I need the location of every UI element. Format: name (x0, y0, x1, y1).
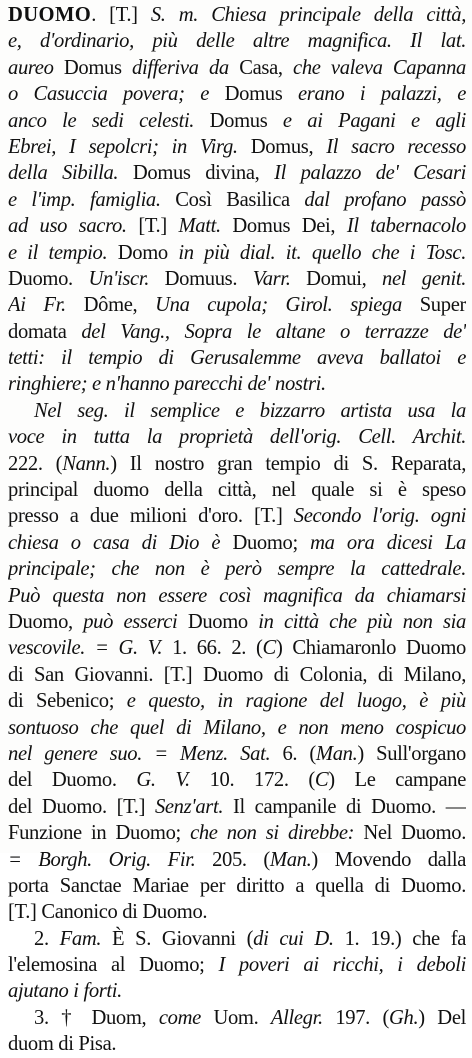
entry-text: 1. 66. 2. ( (172, 637, 263, 660)
entry-line (8, 926, 466, 952)
entry-line (8, 55, 466, 81)
entry-text: Il tabernacolo (346, 215, 466, 238)
entry-text: della Sibilla. (8, 162, 133, 185)
entry-text: e l'imp. famiglia. (8, 188, 176, 211)
entry-line (8, 741, 466, 767)
entry-text: Casa, (239, 56, 294, 79)
entry-text: erano i palazzi, e (297, 83, 466, 106)
entry-text: in città che più non sia (258, 610, 466, 633)
entry-text: domata (8, 320, 82, 343)
entry-line (8, 899, 466, 925)
entry-text: Il sacro recesso (326, 135, 466, 158)
entry-text: G. V. (136, 769, 210, 792)
entry-text: e, d'ordinario, più delle altre magnifica. Il lat. (8, 30, 466, 53)
entry-line (8, 477, 466, 503)
entry-text: e il tempio. (8, 241, 118, 264)
entry-text: Domus (209, 109, 283, 132)
entry-text: sontuoso che quel di Milano, e non meno cospicuo (8, 716, 466, 739)
entry-text: Allegr. (270, 1006, 336, 1029)
entry-line (8, 266, 466, 292)
entry-text: 3. † Duom, (34, 1006, 159, 1029)
entry-text: principale; che non è però sempre la cattedrale. (8, 558, 466, 581)
entry-text: ma ora dicesi La (310, 531, 466, 554)
entry-text: in più dial. it. quello che i Tosc. (178, 241, 466, 264)
entry-line (8, 794, 466, 820)
entry-text: Un'iscr. (88, 267, 165, 290)
entry-line (8, 873, 466, 899)
entry-line (8, 398, 466, 424)
entry-text: Dôme, (83, 294, 156, 317)
entry-text: ad uso sacro. (8, 215, 139, 238)
entry-line (8, 1005, 466, 1031)
entry-text: Ebrei, I sepolcri; in Virg. (8, 135, 251, 158)
entry-text: Funzione in Duomo; (8, 822, 191, 845)
entry-text: . [T.] (91, 4, 151, 26)
entry-text: Domus, (250, 135, 327, 158)
entry-line (8, 978, 466, 1004)
entry-text: Super (419, 294, 466, 317)
entry-text: duom di Pisa. (8, 1033, 117, 1056)
entry-text: 10. 172. ( (209, 769, 315, 792)
entry-text: Il campanile di Duomo. — (232, 795, 466, 818)
entry-text: nel genit. (382, 267, 466, 290)
entry-text: tetti: il tempio di Gerusalemme aveva ballatoi e (8, 347, 466, 370)
entry-text: Domus Dei, (232, 215, 347, 238)
entry-text: ) Movendo dalla (311, 848, 466, 871)
entry-line (8, 292, 466, 318)
entry-line (8, 160, 466, 186)
entry-line (8, 715, 466, 741)
entry-text: Man. (315, 742, 358, 765)
entry-text: vescovile. = G. V. (8, 637, 173, 660)
entry-text: C (262, 637, 276, 660)
entry-text: Ai Fr. (8, 294, 84, 317)
entry-text: 222. ( (8, 452, 63, 475)
entry-text: Man. (269, 848, 312, 871)
entry-text: Secondo l'orig. ogni (293, 505, 466, 528)
entry-text: Domus (224, 83, 298, 106)
entry-text: Può questa non essere così magnifica da chiamarsi (8, 584, 466, 607)
entry-text: Nann. (62, 452, 111, 475)
entry-text: Uom. (213, 1006, 271, 1029)
entry-text: C (314, 769, 329, 792)
entry-text: ) Del (418, 1006, 466, 1029)
entry-text: e questo, in ragione del luogo, è più (126, 690, 466, 713)
entry-text: Nel seg. il semplice e bizzarro artista usa la (34, 399, 466, 422)
entry-line (8, 556, 466, 582)
entry-text: [T.] (138, 215, 179, 238)
entry-line (8, 635, 466, 661)
entry-line (8, 424, 466, 450)
entry-text: I poveri ai ricchi, i deboli (218, 954, 466, 977)
entry-text: Duomo. (8, 267, 89, 290)
entry-line (8, 1031, 466, 1057)
entry-line (8, 319, 466, 345)
entry-line (8, 213, 466, 239)
entry-line (8, 2, 466, 28)
entry-text: 2. (34, 927, 60, 950)
entry-line (8, 530, 466, 556)
entry-line (8, 767, 466, 793)
entry-line (8, 847, 466, 873)
entry-line (8, 187, 466, 213)
dictionary-entry-duomo (8, 2, 466, 1058)
entry-line (8, 134, 466, 160)
entry-line (8, 371, 466, 397)
entry-text: ) Chiamaronlo Duomo (275, 637, 466, 660)
entry-text: del Vang., Sopra le altane o terrazze de' (81, 320, 466, 343)
entry-text: di San Giovanni. [T.] Duomo di Colonia, di Milano, (8, 663, 466, 686)
entry-text: nel genere suo. = Menz. Sat. (8, 742, 283, 765)
entry-text: dal profano passò (304, 188, 466, 211)
entry-text: Duomo (187, 610, 259, 633)
entry-text: Nel Duomo. (363, 822, 466, 845)
entry-text: Duomo, (8, 610, 84, 633)
entry-text: di cui D. (253, 927, 345, 950)
entry-text: presso a due milioni d'oro. [T.] (8, 505, 294, 528)
entry-text: Matt. (178, 215, 233, 238)
entry-text: Domuus. (164, 267, 253, 290)
entry-text: del Duomo. [T.] (8, 795, 155, 818)
entry-text: l'elemosina al Duomo; (8, 954, 219, 977)
entry-line (8, 609, 466, 635)
entry-text: può esserci (83, 610, 188, 633)
entry-text: 197. ( (335, 1006, 389, 1029)
entry-text: Domus divina, (132, 162, 275, 185)
entry-text: Domus (63, 56, 132, 79)
entry-text: di Sebenico; (8, 690, 127, 713)
entry-text: ajutano i forti. (8, 980, 122, 1003)
entry-line (8, 345, 466, 371)
entry-text: 205. ( (212, 848, 270, 871)
entry-line (8, 820, 466, 846)
entry-text: Gh. (389, 1006, 419, 1029)
entry-text: ) Sull'organo (357, 742, 466, 765)
entry-text: È S. Giovanni ( (112, 927, 254, 950)
entry-text: ringhiere; e n'hanno parecchi de' nostri. (8, 373, 326, 396)
entry-text: e ai Pagani e agli (282, 109, 466, 132)
entry-text: che non si direbbe: (190, 822, 364, 845)
entry-text: ) Le campane (328, 769, 466, 792)
entry-line (8, 108, 466, 134)
entry-text: = Borgh. Orig. Fir. (8, 848, 213, 871)
entry-text: 6. ( (282, 742, 316, 765)
entry-text: principal duomo della città, nel quale si è speso (8, 479, 466, 502)
entry-text: del Duomo. (8, 769, 137, 792)
entry-text: ) Il nostro gran tempio di S. Reparata, (110, 452, 466, 475)
headword: DUOMO (8, 4, 92, 26)
entry-text: o Casuccia povera; e (8, 83, 225, 106)
entry-text: come (158, 1006, 214, 1029)
entry-line (8, 583, 466, 609)
entry-text: Domo (117, 241, 179, 264)
entry-text: Domui, (306, 267, 383, 290)
entry-text: chiesa o casa di Dio è (8, 531, 233, 554)
entry-text: aureo (8, 56, 64, 79)
entry-line (8, 503, 466, 529)
entry-text: Varr. (252, 267, 307, 290)
entry-text: Senz'art. (154, 795, 233, 818)
entry-text: Il palazzo de' Cesari (274, 162, 466, 185)
entry-text: anco le sedi celesti. (8, 109, 210, 132)
entry-text: differiva da (132, 56, 240, 79)
entry-line (8, 662, 466, 688)
entry-line (8, 240, 466, 266)
entry-text: Fam. (59, 927, 113, 950)
entry-line (8, 81, 466, 107)
entry-text: Una cupola; Girol. spiega (155, 294, 420, 317)
entry-text: porta Sanctae Mariae per diritto a quella di Duomo. (8, 874, 466, 897)
entry-text: [T.] Canonico di Duomo. (8, 901, 208, 924)
entry-line (8, 952, 466, 978)
entry-text: 1. 19.) che fa (344, 927, 466, 950)
entry-text: voce in tutta la proprietà dell'orig. Cell. Archit. (8, 426, 466, 449)
entry-text: S. m. Chiesa principale della città, (150, 4, 466, 26)
entry-line (8, 688, 466, 714)
entry-line (8, 28, 466, 54)
entry-text: che valeva Capanna (293, 56, 466, 79)
entry-text: Duomo; (232, 531, 311, 554)
entry-text: Così Basilica (175, 188, 305, 211)
entry-line (8, 451, 466, 477)
